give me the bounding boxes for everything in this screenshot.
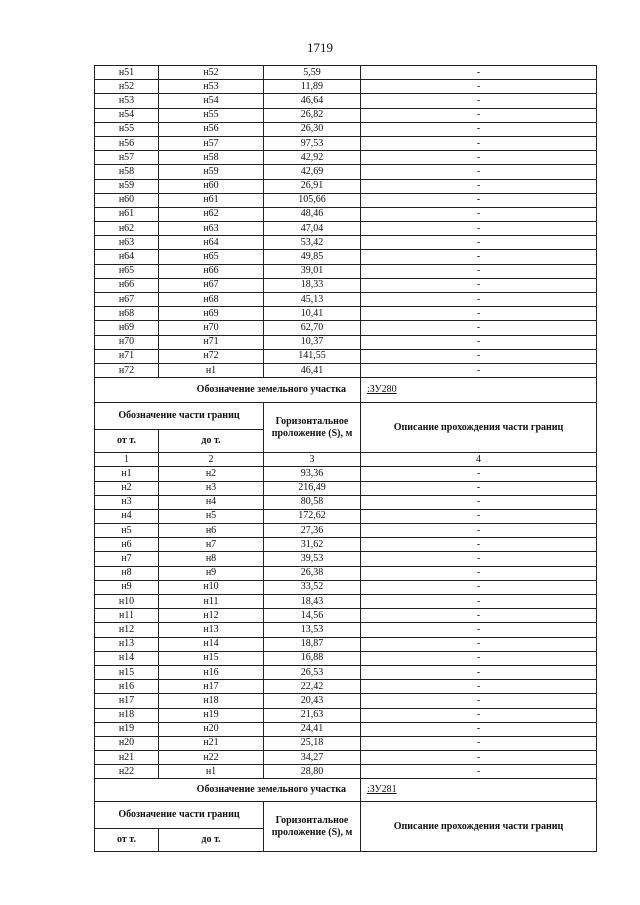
table-row [95,595,597,609]
distance-cell: 16,88 [264,651,361,665]
distance-cell: 141,55 [264,349,361,363]
to-point-cell: н66 [159,264,264,278]
table-row [95,335,597,349]
description-cell: - [361,595,597,609]
description-cell: - [361,179,597,193]
table-row [95,708,597,722]
distance-cell: 46,64 [264,94,361,108]
distance-cell: 18,33 [264,278,361,292]
from-point-cell: н67 [95,293,159,307]
distance-cell: 22,42 [264,680,361,694]
distance-cell: 172,62 [264,509,361,523]
to-point-cell: н21 [159,736,264,750]
description-cell: - [361,349,597,363]
distance-cell: 42,92 [264,151,361,165]
parcel-label: Обозначение земельного участка [95,378,361,403]
description-cell: - [361,222,597,236]
boundary-table [94,65,597,852]
table-row [95,236,597,250]
from-point-cell: н13 [95,637,159,651]
table-row [95,495,597,509]
from-point-cell: н7 [95,552,159,566]
distance-cell: 27,36 [264,524,361,538]
table-row [95,623,597,637]
description-cell: - [361,708,597,722]
distance-cell: 26,53 [264,665,361,679]
table-row [95,580,597,594]
from-point-cell: н60 [95,193,159,207]
section2-body [95,467,597,779]
from-point-cell: н72 [95,363,159,377]
table-row [95,509,597,523]
distance-cell: 39,01 [264,264,361,278]
from-point-cell: н19 [95,722,159,736]
distance-cell: 18,87 [264,637,361,651]
to-point-cell: н57 [159,136,264,150]
page-number: 1719 [307,40,333,55]
to-point-cell: н22 [159,751,264,765]
to-point-cell: н52 [159,66,264,80]
description-cell: - [361,580,597,594]
to-point-cell: н72 [159,349,264,363]
distance-cell: 80,58 [264,495,361,509]
to-point-cell: н6 [159,524,264,538]
description-cell: - [361,751,597,765]
table-row [95,122,597,136]
from-point-cell: н59 [95,179,159,193]
description-cell: - [361,278,597,292]
distance-cell: 28,80 [264,765,361,779]
table-row [95,722,597,736]
description-cell: - [361,651,597,665]
header-from: от т. [95,829,159,852]
description-cell: - [361,495,597,509]
table-row [95,637,597,651]
distance-cell: 18,43 [264,595,361,609]
from-point-cell: н1 [95,467,159,481]
to-point-cell: н67 [159,278,264,292]
parcel-id-zu281: :ЗУ281 [361,779,597,802]
table-row [95,349,597,363]
description-cell: - [361,94,597,108]
description-cell: - [361,637,597,651]
distance-cell: 26,82 [264,108,361,122]
from-point-cell: н58 [95,165,159,179]
index-cell: 1 [95,453,159,467]
description-cell: - [361,665,597,679]
description-cell: - [361,193,597,207]
to-point-cell: н10 [159,580,264,594]
distance-cell: 10,37 [264,335,361,349]
parcel-row-zu280 [95,378,597,403]
description-cell: - [361,765,597,779]
description-cell: - [361,66,597,80]
distance-cell: 48,46 [264,207,361,221]
to-point-cell: н64 [159,236,264,250]
to-point-cell: н9 [159,566,264,580]
description-cell: - [361,307,597,321]
description-cell: - [361,524,597,538]
to-point-cell: н8 [159,552,264,566]
table-row [95,264,597,278]
parcel-id-zu280: :ЗУ280 [361,378,597,403]
table-row [95,736,597,750]
to-point-cell: н16 [159,665,264,679]
distance-cell: 47,04 [264,222,361,236]
from-point-cell: н61 [95,207,159,221]
distance-cell: 216,49 [264,481,361,495]
to-point-cell: н65 [159,250,264,264]
distance-cell: 13,53 [264,623,361,637]
to-point-cell: н68 [159,293,264,307]
from-point-cell: н12 [95,623,159,637]
from-point-cell: н63 [95,236,159,250]
index-cell: 4 [361,453,597,467]
to-point-cell: н54 [159,94,264,108]
description-cell: - [361,108,597,122]
description-cell: - [361,293,597,307]
distance-cell: 21,63 [264,708,361,722]
header-part-designation: Обозначение части границ [95,403,264,430]
from-point-cell: н65 [95,264,159,278]
from-point-cell: н9 [95,580,159,594]
to-point-cell: н60 [159,179,264,193]
description-cell: - [361,623,597,637]
from-point-cell: н22 [95,765,159,779]
from-point-cell: н69 [95,321,159,335]
from-point-cell: н8 [95,566,159,580]
distance-cell: 20,43 [264,694,361,708]
distance-cell: 26,91 [264,179,361,193]
description-cell: - [361,250,597,264]
description-cell: - [361,509,597,523]
section1-body [95,66,597,378]
to-point-cell: н3 [159,481,264,495]
from-point-cell: н68 [95,307,159,321]
index-row [95,453,597,467]
to-point-cell: н12 [159,609,264,623]
distance-cell: 10,41 [264,307,361,321]
distance-cell: 34,27 [264,751,361,765]
table-row [95,538,597,552]
description-cell: - [361,694,597,708]
parcel-zu281-block [95,779,597,852]
from-point-cell: н54 [95,108,159,122]
from-point-cell: н2 [95,481,159,495]
to-point-cell: н55 [159,108,264,122]
table-row [95,751,597,765]
to-point-cell: н1 [159,363,264,377]
description-cell: - [361,609,597,623]
to-point-cell: н53 [159,80,264,94]
to-point-cell: н20 [159,722,264,736]
from-point-cell: н5 [95,524,159,538]
table-row [95,94,597,108]
distance-cell: 14,56 [264,609,361,623]
table-row [95,193,597,207]
table-row [95,524,597,538]
header-row-top [95,802,597,829]
description-cell: - [361,467,597,481]
distance-cell: 11,89 [264,80,361,94]
header-to: до т. [159,829,264,852]
from-point-cell: н10 [95,595,159,609]
from-point-cell: н11 [95,609,159,623]
from-point-cell: н6 [95,538,159,552]
to-point-cell: н18 [159,694,264,708]
distance-cell: 33,52 [264,580,361,594]
from-point-cell: н70 [95,335,159,349]
from-point-cell: н18 [95,708,159,722]
distance-cell: 5,59 [264,66,361,80]
table-row [95,165,597,179]
distance-cell: 31,62 [264,538,361,552]
to-point-cell: н4 [159,495,264,509]
description-cell: - [361,122,597,136]
parcel-zu280-block [95,378,597,467]
to-point-cell: н56 [159,122,264,136]
table-row [95,179,597,193]
table-row [95,609,597,623]
table-row [95,108,597,122]
from-point-cell: н64 [95,250,159,264]
table-row [95,481,597,495]
to-point-cell: н5 [159,509,264,523]
from-point-cell: н62 [95,222,159,236]
description-cell: - [361,335,597,349]
header-part-designation: Обозначение части границ [95,802,264,829]
to-point-cell: н17 [159,680,264,694]
description-cell: - [361,481,597,495]
table-row [95,66,597,80]
description-cell: - [361,321,597,335]
description-cell: - [361,165,597,179]
from-point-cell: н71 [95,349,159,363]
table-row [95,207,597,221]
index-cell: 2 [159,453,264,467]
header-description: Описание прохождения части границ [361,802,597,852]
table-row [95,665,597,679]
parcel-row-zu281 [95,779,597,802]
description-cell: - [361,264,597,278]
table-row [95,151,597,165]
index-cell: 3 [264,453,361,467]
distance-cell: 46,41 [264,363,361,377]
description-cell: - [361,722,597,736]
distance-cell: 93,36 [264,467,361,481]
header-row-top [95,403,597,430]
description-cell: - [361,552,597,566]
table-row [95,278,597,292]
from-point-cell: н53 [95,94,159,108]
table-row [95,307,597,321]
from-point-cell: н17 [95,694,159,708]
table-row [95,552,597,566]
to-point-cell: н59 [159,165,264,179]
distance-cell: 39,53 [264,552,361,566]
distance-cell: 53,42 [264,236,361,250]
table-row [95,566,597,580]
description-cell: - [361,80,597,94]
table-row [95,680,597,694]
table-row [95,651,597,665]
to-point-cell: н15 [159,651,264,665]
description-cell: - [361,151,597,165]
from-point-cell: н3 [95,495,159,509]
distance-cell: 97,53 [264,136,361,150]
distance-cell: 24,41 [264,722,361,736]
from-point-cell: н57 [95,151,159,165]
to-point-cell: н11 [159,595,264,609]
table-row [95,136,597,150]
to-point-cell: н70 [159,321,264,335]
distance-cell: 62,70 [264,321,361,335]
to-point-cell: н69 [159,307,264,321]
description-cell: - [361,363,597,377]
to-point-cell: н14 [159,637,264,651]
to-point-cell: н71 [159,335,264,349]
to-point-cell: н2 [159,467,264,481]
from-point-cell: н14 [95,651,159,665]
description-cell: - [361,236,597,250]
table-row [95,293,597,307]
from-point-cell: н55 [95,122,159,136]
to-point-cell: н7 [159,538,264,552]
distance-cell: 105,66 [264,193,361,207]
header-horizontal-projection: Горизонтальное проложение (S), м [264,403,361,453]
to-point-cell: н62 [159,207,264,221]
table-row [95,694,597,708]
from-point-cell: н20 [95,736,159,750]
header-horizontal-projection: Горизонтальное проложение (S), м [264,802,361,852]
to-point-cell: н58 [159,151,264,165]
to-point-cell: н63 [159,222,264,236]
from-point-cell: н21 [95,751,159,765]
from-point-cell: н52 [95,80,159,94]
from-point-cell: н51 [95,66,159,80]
description-cell: - [361,736,597,750]
from-point-cell: н56 [95,136,159,150]
from-point-cell: н15 [95,665,159,679]
distance-cell: 45,13 [264,293,361,307]
table-row [95,363,597,377]
table-row [95,765,597,779]
description-cell: - [361,680,597,694]
distance-cell: 26,30 [264,122,361,136]
header-to: до т. [159,430,264,453]
table-row [95,222,597,236]
parcel-label: Обозначение земельного участка [95,779,361,802]
table-row [95,80,597,94]
header-description: Описание прохождения части границ [361,403,597,453]
description-cell: - [361,136,597,150]
to-point-cell: н61 [159,193,264,207]
from-point-cell: н4 [95,509,159,523]
to-point-cell: н1 [159,765,264,779]
description-cell: - [361,207,597,221]
distance-cell: 26,38 [264,566,361,580]
description-cell: - [361,538,597,552]
description-cell: - [361,566,597,580]
distance-cell: 25,18 [264,736,361,750]
to-point-cell: н13 [159,623,264,637]
distance-cell: 49,85 [264,250,361,264]
table-row [95,467,597,481]
table-row [95,250,597,264]
header-from: от т. [95,430,159,453]
from-point-cell: н16 [95,680,159,694]
from-point-cell: н66 [95,278,159,292]
table-row [95,321,597,335]
distance-cell: 42,69 [264,165,361,179]
to-point-cell: н19 [159,708,264,722]
